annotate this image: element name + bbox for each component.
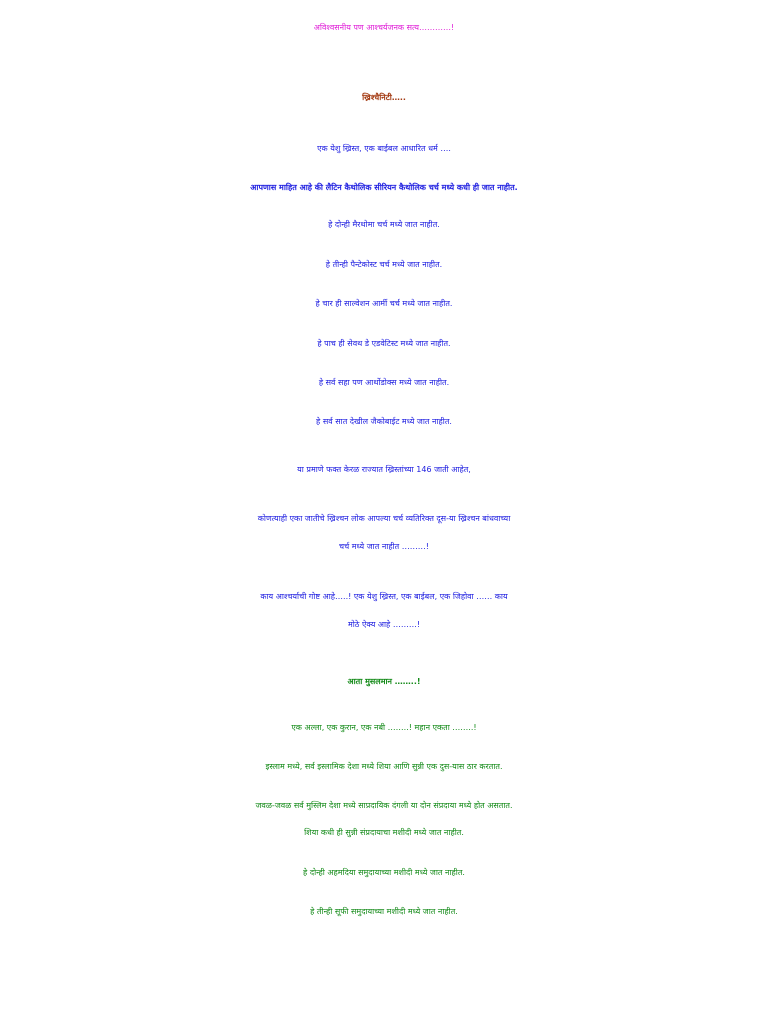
christianity-line-7: हे सर्व सहा पण आर्थोडोक्स मध्ये जात नाहीत. bbox=[318, 378, 450, 387]
islam-line-5: हे दोन्ही अहमदिया समुदायाच्या मशीदी मध्ये जात नाहीत. bbox=[303, 868, 465, 877]
islam-line-4: शिया कधी ही सुन्नी संप्रदायाचा मशीदी मध्ये जात नाहीत. bbox=[304, 828, 464, 837]
christianity-line-9: या प्रमाणे फक्त केरळ राज्यात ख्रिस्तांच्या 146 जाती आहेत, bbox=[297, 465, 471, 474]
christianity-line-4: हे तीन्ही पैन्टेकोस्ट चर्च मध्ये जात नाहीत. bbox=[325, 260, 443, 269]
christianity-line-13: मोठे ऐक्य आहे ………! bbox=[347, 620, 421, 629]
islam-line-3: जवळ-जवळ सर्व मुस्लिम देशा मध्ये साप्रदायिक दंगली या दोन संप्रदाया मध्ये होत असतात. bbox=[255, 801, 513, 810]
christianity-line-5: हे चार ही साल्वेशन आर्मी चर्च मध्ये जात नाहीत. bbox=[315, 299, 453, 308]
islam-line-2: इस्लाम मध्ये, सर्व इस्लामिक देशा मध्ये शिया आणि सुन्नी एक दुस-यास ठार करतात. bbox=[265, 762, 503, 771]
christianity-line-6: हे पाच ही सेवथ डे एडवेटिस्ट मध्ये जात नाहीत. bbox=[317, 339, 451, 348]
christianity-line-3: हे दोन्ही मैरथोमा चर्च मध्ये जात नाहीत. bbox=[328, 220, 440, 229]
islam-heading: आता मुसलमान ……..! bbox=[347, 677, 421, 686]
page-title: अविश्वसनीय पण आश्चर्यजनक सत्य…………! bbox=[313, 23, 455, 32]
christianity-heading: ख्रिश्चैनिटी….. bbox=[362, 93, 406, 102]
christianity-line-1: एक येशु ख्रिस्त, एक बाईबल आधारित धर्म …. bbox=[317, 144, 451, 153]
islam-line-6: हे तीन्ही सूफी समुदायाच्या मशीदी मध्ये जात नाहीत. bbox=[310, 907, 458, 916]
christianity-line-2: आपणास माहित आहे की लैटिन कैथोलिक सीरियन कैथोलिक चर्च मध्ये कधी ही जात नाहीत. bbox=[250, 183, 518, 192]
christianity-line-8: हे सर्व सात देखील जैकोबाईट मध्ये जात नाहीत. bbox=[316, 417, 452, 426]
islam-line-1: एक अल्ला, एक कुरान, एक नबी ……..! महान एकता ……..! bbox=[291, 723, 477, 732]
christianity-line-12: काय आश्चर्याची गोष्ट आहे…..! एक येशु ख्रिस्त, एक बाईबल, एक जिहोवा …… काय bbox=[260, 592, 508, 601]
christianity-line-10: कोणत्याही एका जातीचे ख्रिश्चन लोक आपल्या चर्च व्यतिरिक्त दूस-या ख्रिश्चन बांधवाच्या bbox=[257, 514, 511, 523]
christianity-line-11: चर्च मध्ये जात नाहीत ………! bbox=[339, 542, 429, 551]
